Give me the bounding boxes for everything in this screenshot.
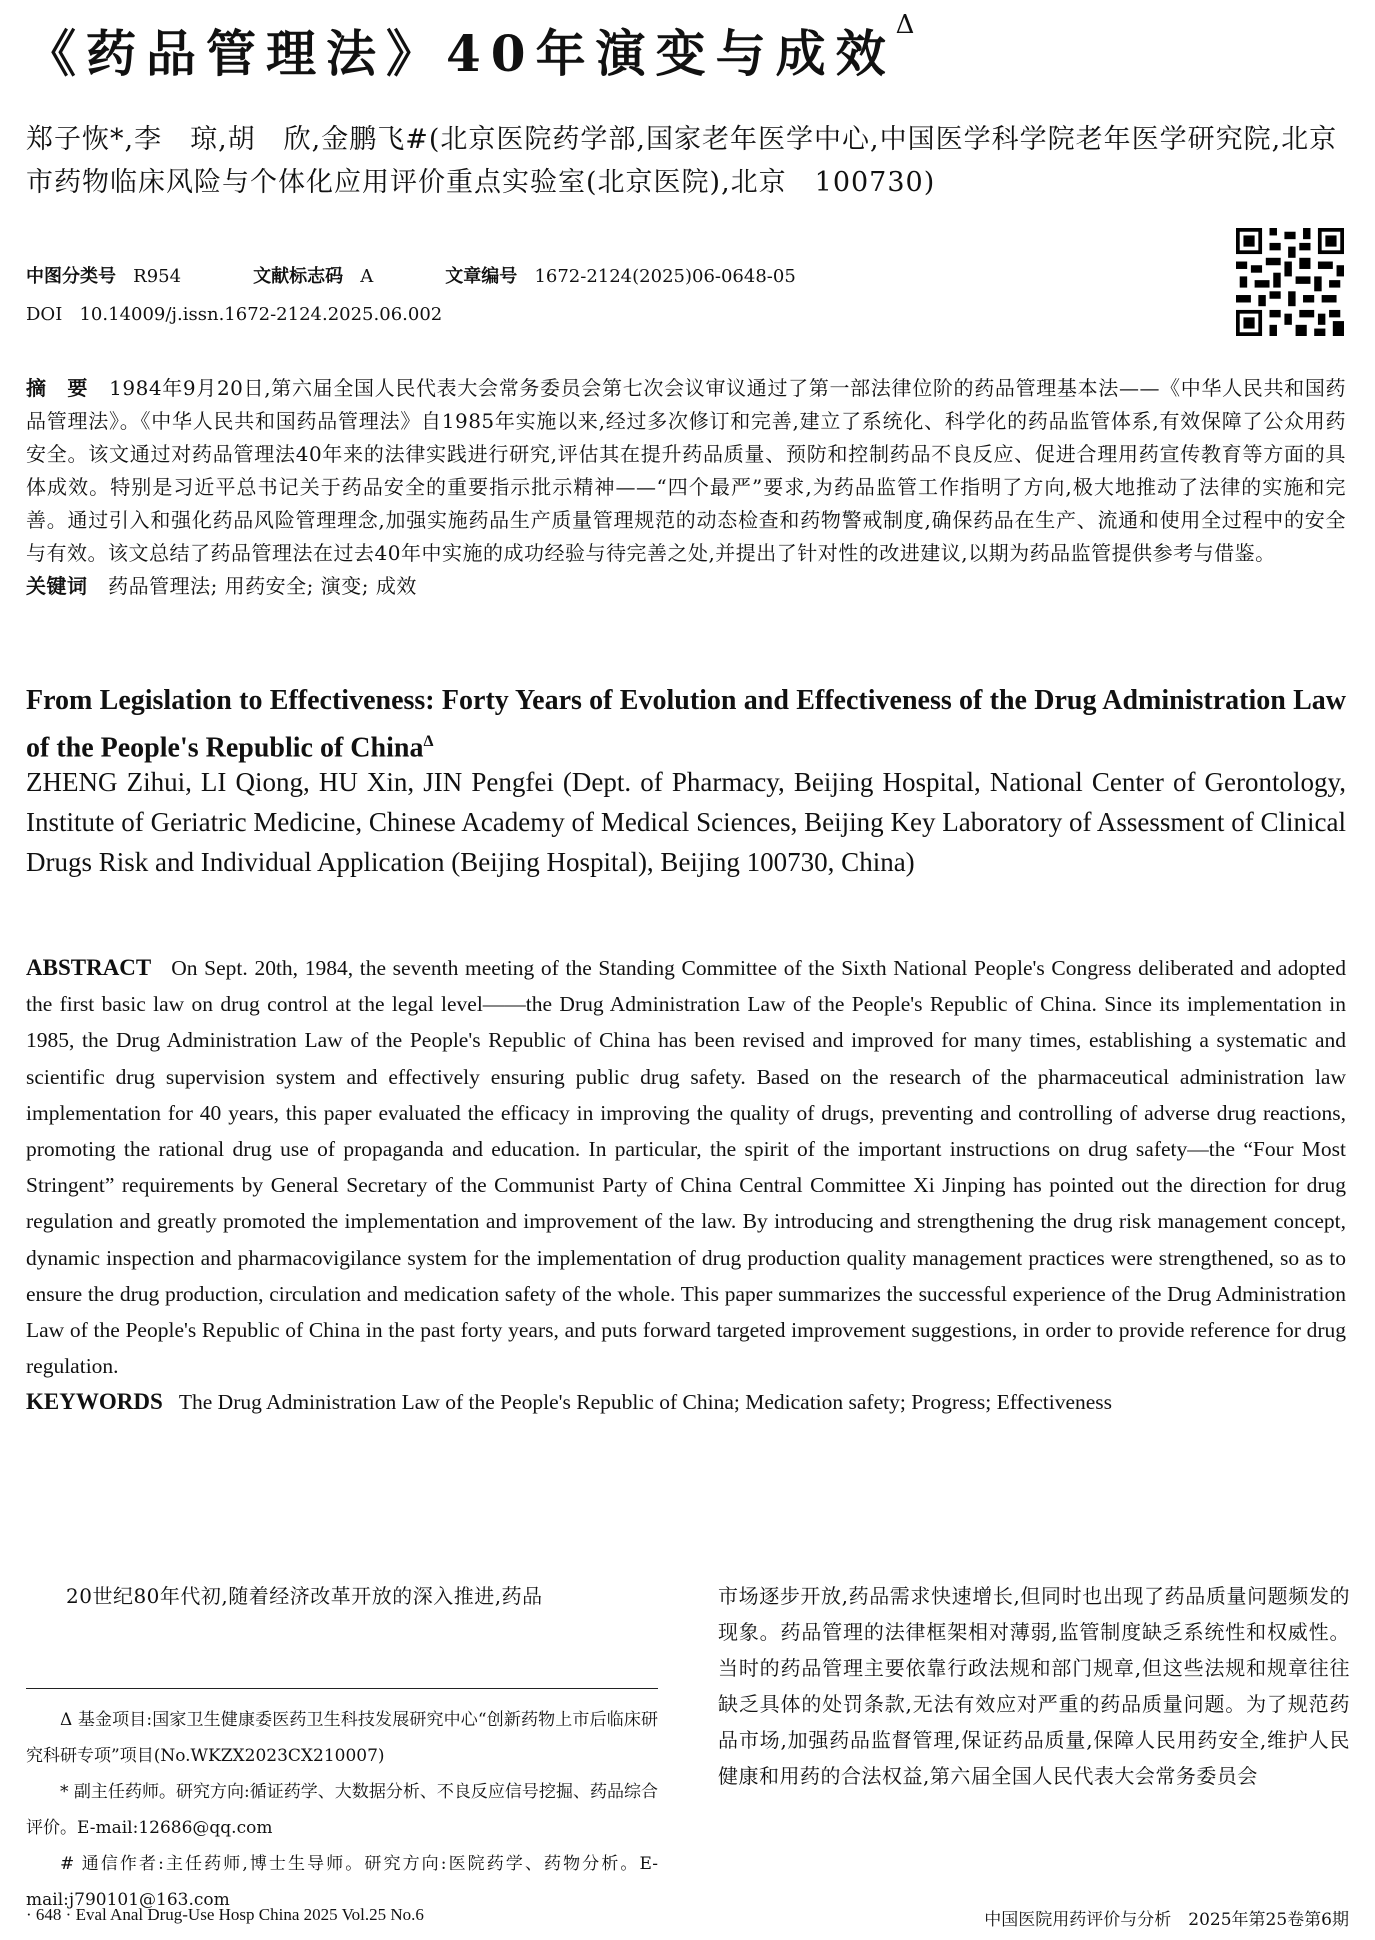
abstract-cn (26, 372, 1346, 603)
body-column-left: 20世纪80年代初,随着经济改革开放的深入推进,药品 (66, 1584, 543, 1608)
english-authors-affiliation: ZHENG Zihui, LI Qiong, HU Xin, JIN Pengfei (Dept. of Pharmacy, Beijing Hospital, National Center of Gerontology, Institute of Geriatric Medicine, Chinese Academy of Medical Sciences, Beijing Key Laboratory of Assessment of Clinical Drugs Risk and Individual Application (Beijing Hospital), Beijing 100730, China) (26, 767, 1346, 877)
abstract-en-text: On Sept. 20th, 1984, the seventh meeting of the Standing Committee of the Sixth National People's Congress deliberated and adopted the first basic law on drug control at the legal level——the Drug Administration Law of the People's Republic of China. Since its implementation in 1985, the Drug Administration Law of the People's Republic of China has been revised and improved for many times, establishing a systematic and scientific drug supervision system and effectively ensuring public drug safety. Based on the research of the pharmaceutical administration law implementation for 40 years, this paper evaluated the efficacy in improving the quality of drugs, preventing and controlling of adverse drug reactions, promoting the rational drug use of propaganda and education. In particular, the spirit of the important instructions on drug safety—the “Four Most Stringent” requirements by General Secretary of the Communist Party of China Central Committee Xi Jinping has pointed out the direction for drug regulation and greatly promoted the implementation and improvement of the law. By introducing and strengthening the drug risk management concept, dynamic inspection and pharmacovigilance system for the implementation of drug production quality management practices were strengthened, so as to ensure the drug production, circulation and medication safety of the whole. This paper summarizes the successful experience of the Drug Administration Law of the People's Republic of China in the past forty years, and puts forward targeted improvement suggestions, in order to provide reference for drug regulation. (26, 956, 1346, 1379)
qr-code-icon[interactable] (1236, 228, 1344, 336)
article-no-value: 1672-2124(2025)06-0648-05 (534, 266, 796, 287)
abstract-en-label: ABSTRACT (26, 955, 152, 980)
title-text: 《药品管理法》40年演变与成效 (26, 24, 896, 83)
footnote-first-author: * 副主任药师。研究方向:循证药学、大数据分析、不良反应信号挖掘、药品综合评价。E-mail:12686@qq.com (26, 1782, 658, 1838)
keywords-en: The Drug Administration Law of the People's Republic of China; Medication safety; Progress; Effectiveness (178, 1390, 1113, 1415)
keywords-cn-label: 关键词 (26, 574, 88, 598)
doi-label: DOI (26, 304, 63, 325)
doc-code-value: A (360, 266, 374, 287)
article-no-label: 文章编号 (445, 266, 518, 287)
footnote-corresponding-author: # 通信作者:主任药师,博士生导师。研究方向:医院药学、药物分析。E-mail:j790101@163.com (26, 1854, 658, 1910)
abstract-en (26, 950, 1346, 1421)
article-metadata (26, 258, 796, 334)
footnote-divider (26, 1688, 658, 1689)
body-column-right: 市场逐步开放,药品需求快速增长,但同时也出现了药品质量问题频发的现象。药品管理的法律框架相对薄弱,监管制度缺乏系统性和权威性。当时的药品管理主要依靠行政法规和部门规章,但这些法规和规章往往缺乏具体的处罚条款,无法有效应对严重的药品质量问题。为了规范药品市场,加强药品监督管理,保证药品质量,保障人民用药安全,维护人民健康和用药的合法权益,第六届全国人民代表大会常务委员会 (718, 1584, 1350, 1788)
footnote-funding: Δ 基金项目:国家卫生健康委医药卫生科技发展研究中心“创新药物上市后临床研究科研专项”项目(No.WKZX2023CX210007) (26, 1710, 658, 1766)
english-funding-mark: Δ (423, 733, 434, 750)
footer-journal-en: · 648 · Eval Anal Drug-Use Hosp China 2025 Vol.25 No.6 (26, 1905, 424, 1924)
clc-value: R954 (133, 266, 182, 287)
abstract-cn-label: 摘 要 (26, 376, 89, 400)
footer-journal-cn: 中国医院用药评价与分析 2025年第25卷第6期 (984, 1910, 1349, 1930)
abstract-cn-text: 1984年9月20日,第六届全国人民代表大会常务委员会第七次会议审议通过了第一部法律位阶的药品管理基本法——《中华人民共和国药品管理法》。《中华人民共和国药品管理法》自1985年实施以来,经过多次修订和完善,建立了系统化、科学化的药品监管体系,有效保障了公众用药安全。该文通过对药品管理法40年来的法律实践进行研究,评估其在提升药品质量、预防和控制药品不良反应、促进合理用药宣传教育等方面的具体成效。特别是习近平总书记关于药品安全的重要指示批示精神——“四个最严”要求,为药品监管工作指明了方向,极大地推动了法律的实施和完善。通过引入和强化药品风险管理理念,加强实施药品生产质量管理规范的动态检查和药物警戒制度,确保药品在生产、流通和使用全过程中的安全与有效。该文总结了药品管理法在过去40年中实施的成功经验与待完善之处,并提出了针对性的改进建议,以期为药品监管提供参考与借鉴。 (26, 376, 1347, 565)
english-title (26, 680, 1346, 768)
doc-code-label: 文献标志码 (253, 266, 344, 287)
doi-value[interactable]: 10.14009/j.issn.1672-2124.2025.06.002 (79, 304, 443, 325)
english-title-text: From Legislation to Effectiveness: Forty Years of Evolution and Effectiveness of the Drug Administration Law of the People's Republic of China (26, 685, 1346, 764)
authors-affiliation-cn: 郑子恢*,李 琼,胡 欣,金鹏飞#(北京医院药学部,国家老年医学中心,中国医学科学院老年医学研究院,北京市药物临床风险与个体化应用评价重点实验室(北京医院),北京 100730) (26, 124, 1338, 198)
keywords-en-label: KEYWORDS (26, 1389, 163, 1415)
footnotes (26, 1702, 658, 1918)
funding-mark: Δ (895, 10, 915, 40)
keywords-cn: 药品管理法; 用药安全; 演变; 成效 (108, 574, 417, 598)
clc-label: 中图分类号 (26, 266, 116, 287)
article-title (26, 10, 915, 86)
